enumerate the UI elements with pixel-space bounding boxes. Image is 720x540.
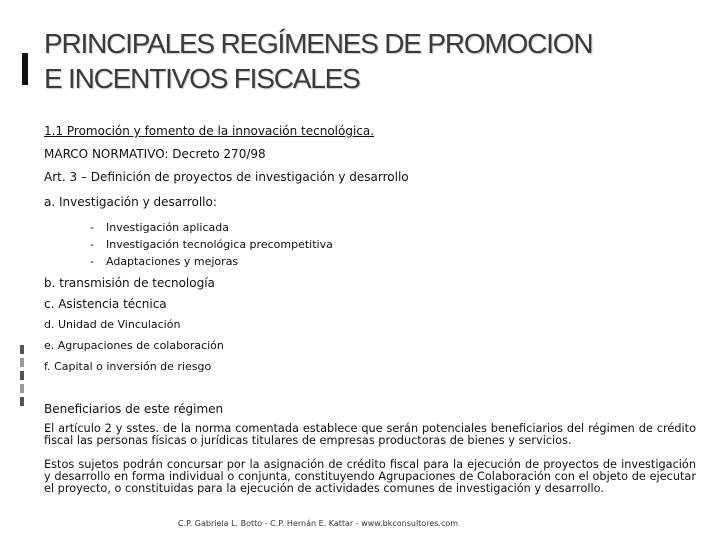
item-a: a. Investigación y desarrollo:	[44, 195, 217, 209]
sub-item-label: Investigación tecnológica precompetitiva	[106, 238, 333, 251]
item-d: d. Unidad de Vinculación	[44, 318, 181, 331]
title-line-1: PRINCIPALES REGÍMENES DE PROMOCION	[44, 28, 593, 59]
section-heading: 1.1 Promoción y fomento de la innovación tecnológica.	[44, 124, 375, 138]
title-accent-bar	[22, 53, 28, 85]
sub-item: - Investigación aplicada	[90, 221, 229, 234]
marco-normativo: MARCO NORMATIVO: Decreto 270/98	[44, 147, 266, 161]
slide-title	[44, 26, 704, 96]
sub-item-label: Adaptaciones y mejoras	[106, 255, 239, 268]
sub-item-label: Investigación aplicada	[106, 221, 229, 234]
side-decoration	[20, 345, 24, 410]
footer-credits: C.P. Gabriela L. Botto - C.P. Hernán E. Kattar - www.bkconsultores.com	[178, 519, 459, 528]
title-line-2: E INCENTIVOS FISCALES	[44, 63, 360, 94]
sub-item: - Investigación tecnológica precompetitiva	[90, 238, 333, 251]
paragraph-sujetos: Estos sujetos podrán concursar por la asignación de crédito fiscal para la ejecución de proyectos de investigación y desarrollo en forma individual o conjunta, constituyendo Agrupaciones de Colaboración con el objeto de ejecutar el proyecto, o constituidas para la ejecución de actividades comunes de investigación y desarrollo.	[44, 458, 696, 495]
item-b: b. transmisión de tecnología	[44, 276, 215, 290]
article-definition: Art. 3 – Definición de proyectos de investigación y desarrollo	[44, 170, 409, 184]
sub-item: - Adaptaciones y mejoras	[90, 255, 239, 268]
paragraph-beneficiarios: El artículo 2 y sstes. de la norma comentada establece que serán potenciales beneficiarios del régimen de crédito fiscal las personas físicas o jurídicas titulares de empresas productoras de bienes y servicios.	[44, 422, 696, 447]
item-f: f. Capital o inversión de riesgo	[44, 360, 212, 373]
item-c: c. Asistencia técnica	[44, 297, 167, 311]
item-e: e. Agrupaciones de colaboración	[44, 339, 224, 352]
beneficiarios-heading: Beneficiarios de este régimen	[44, 402, 224, 416]
